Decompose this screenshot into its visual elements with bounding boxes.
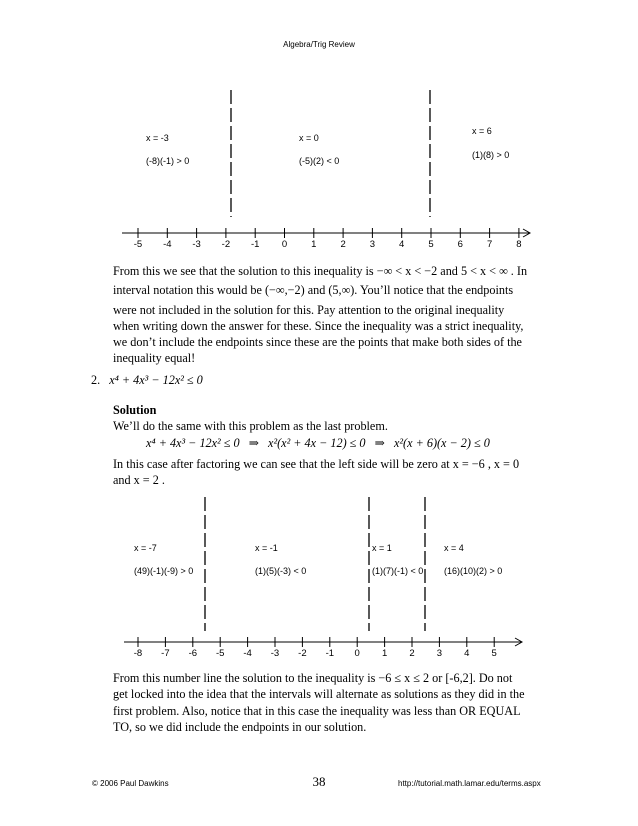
tick-label: 8	[516, 239, 522, 250]
tick-label: 4	[464, 648, 470, 659]
paragraph-1-line: were not included in the solution for this. Pay attention to the original inequality	[113, 302, 505, 317]
region-result-2: (-5)(2) < 0	[299, 156, 340, 166]
problem-statement: x⁴ + 4x³ − 12x² ≤ 0	[109, 373, 203, 387]
tick-label: 3	[436, 648, 443, 659]
tick-label: -4	[163, 239, 172, 250]
footer-url[interactable]: http://tutorial.math.lamar.edu/terms.aspx	[398, 779, 541, 788]
tick-label: -1	[325, 648, 335, 659]
tick-label: 7	[486, 239, 493, 250]
tick-label: 4	[399, 239, 405, 250]
paragraph-1-line: From this we see that the solution to this inequality is −∞ < x < −2 and 5 < x < ∞ . In	[113, 264, 528, 278]
tick-label: 3	[369, 239, 376, 250]
tick-label: 2	[409, 648, 415, 659]
zeros-line-2: and x = 2 .	[113, 473, 165, 487]
tick-label: 2	[340, 239, 346, 250]
region-result-1: (-8)(-1) > 0	[146, 156, 190, 166]
zeros-line-1: In this case after factoring we can see that the left side will be zero at x = −6 , x = 0	[113, 457, 520, 471]
tick-label: -3	[270, 648, 280, 659]
tick-label: -5	[215, 648, 225, 659]
paragraph-1-line: when writing down the answer for these. Since the inequality was a strict inequality,	[113, 318, 524, 333]
footer-page-number: 38	[312, 774, 326, 789]
paragraph-1-line: inequality equal!	[113, 351, 196, 366]
tick-label: -8	[133, 648, 143, 659]
region-result-4: (16)(10)(2) > 0	[444, 566, 503, 576]
tick-label: -4	[243, 648, 252, 659]
paragraph-1-line: we don’t include the endpoints since these are the points that make both sides of the	[113, 335, 522, 350]
footer-copyright: © 2006 Paul Dawkins	[92, 779, 169, 788]
tick-label: -2	[298, 648, 307, 659]
region-test-4: x = 4	[444, 543, 464, 553]
problem-number: 2.	[91, 373, 101, 387]
region-result-3: (1)(8) > 0	[472, 150, 510, 160]
tick-label: -3	[192, 239, 201, 250]
paragraph-2-line: first problem. Also, notice that in this case the inequality was less than OR EQUAL	[113, 703, 521, 718]
region-test-1: x = -7	[134, 543, 157, 553]
region-result-2: (1)(5)(-3) < 0	[255, 566, 307, 576]
factoring-equation: x⁴ + 4x³ − 12x² ≤ 0 ⇒ x²(x² + 4x − 12) ≤ 0 ⇒ x²(x + 6)(x − 2) ≤ 0	[146, 436, 490, 450]
tick-label: -1	[250, 239, 260, 250]
tick-label: -5	[133, 239, 143, 250]
solution-intro: We’ll do the same with this problem as the last problem.	[113, 419, 388, 433]
tick-label: 0	[281, 239, 288, 250]
region-result-1: (49)(-1)(-9) > 0	[134, 566, 194, 576]
paragraph-2	[113, 670, 553, 735]
tick-label: 0	[354, 648, 360, 659]
paragraph-1-line: interval notation this would be (−∞,−2) and (5,∞). You’ll notice that the endpoints	[113, 283, 514, 298]
tick-label: 1	[381, 648, 388, 659]
tick-label: 5	[428, 239, 434, 250]
paragraph-2-line: From this number line the solution to the inequality is −6 ≤ x ≤ 2 or [-6,2]. Do not	[113, 671, 513, 685]
tick-label: 5	[491, 648, 497, 659]
paragraph-2-line: get locked into the idea that the intervals will alternate as solutions as they did in the	[113, 687, 525, 702]
tick-label: -6	[188, 648, 198, 659]
region-test-3: x = 1	[372, 543, 392, 553]
page-header: Algebra/Trig Review	[283, 40, 355, 49]
tick-label: -2	[221, 239, 231, 250]
region-test-3: x = 6	[472, 126, 492, 136]
region-test-1: x = -3	[146, 133, 169, 143]
tick-label: 1	[311, 239, 317, 250]
solution-heading: Solution	[113, 403, 157, 417]
region-test-2: x = 0	[299, 133, 319, 143]
region-test-2: x = -1	[255, 543, 278, 553]
tick-label: 6	[457, 239, 463, 250]
tick-label: -7	[161, 648, 170, 659]
paragraph-2-line: TO, so we did include the endpoints in our solution.	[113, 719, 367, 734]
region-result-3: (1)(7)(-1) < 0	[372, 566, 424, 576]
